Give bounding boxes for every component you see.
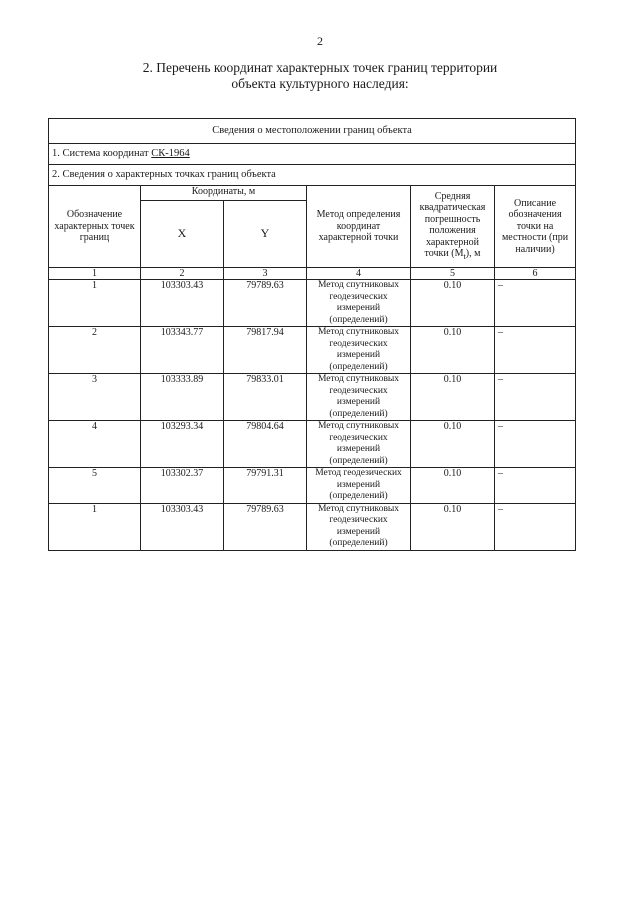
document-title-line-2: объекта культурного наследия: bbox=[231, 76, 409, 91]
x-coordinate: 103343.77 bbox=[141, 327, 224, 374]
coordinate-system-label: 1. Система координат bbox=[52, 148, 152, 160]
point-number: 2 bbox=[49, 327, 141, 374]
header-coordinates: Координаты, м bbox=[141, 186, 307, 201]
x-coordinate: 103303.43 bbox=[141, 503, 224, 550]
coordinate-system-value: СК-1964 bbox=[151, 148, 190, 160]
coordinates-table bbox=[48, 118, 576, 551]
table-row bbox=[49, 280, 576, 327]
method-cell: Метод спутниковых геодезических измерений (определений) bbox=[307, 503, 411, 550]
method-cell: Метод спутниковых геодезических измерений (определений) bbox=[307, 421, 411, 468]
description-cell: – bbox=[495, 503, 576, 550]
column-number: 5 bbox=[411, 268, 495, 280]
accuracy-cell: 0.10 bbox=[411, 468, 495, 504]
y-coordinate: 79804.64 bbox=[224, 421, 307, 468]
header-y: Y bbox=[224, 201, 307, 268]
table-row bbox=[49, 503, 576, 550]
y-coordinate: 79833.01 bbox=[224, 374, 307, 421]
header-designation: Обозначение характерных точек границ bbox=[49, 186, 141, 268]
document-title-line-1: 2. Перечень координат характерных точек границ территории bbox=[142, 60, 498, 75]
header-accuracy-main: Средняя квадратическая погрешность положения характерной точки (M bbox=[419, 190, 486, 259]
accuracy-cell: 0.10 bbox=[411, 421, 495, 468]
y-coordinate: 79817.94 bbox=[224, 327, 307, 374]
table-row bbox=[49, 327, 576, 374]
table-row bbox=[49, 374, 576, 421]
accuracy-cell: 0.10 bbox=[411, 503, 495, 550]
description-cell: – bbox=[495, 280, 576, 327]
column-number: 6 bbox=[495, 268, 576, 280]
table-row bbox=[49, 468, 576, 504]
accuracy-cell: 0.10 bbox=[411, 374, 495, 421]
description-cell: – bbox=[495, 327, 576, 374]
table-heading: Сведения о местоположении границ объекта bbox=[49, 119, 576, 144]
method-cell: Метод спутниковых геодезических измерений (определений) bbox=[307, 280, 411, 327]
x-coordinate: 103333.89 bbox=[141, 374, 224, 421]
description-cell: – bbox=[495, 421, 576, 468]
accuracy-cell: 0.10 bbox=[411, 280, 495, 327]
point-number: 5 bbox=[49, 468, 141, 504]
point-number: 1 bbox=[49, 280, 141, 327]
coordinate-system-row bbox=[49, 144, 576, 165]
description-cell: – bbox=[495, 374, 576, 421]
header-description: Описание обозначения точки на местности (при наличии) bbox=[495, 186, 576, 268]
method-cell: Метод спутниковых геодезических измерений (определений) bbox=[307, 327, 411, 374]
column-number: 1 bbox=[49, 268, 141, 280]
column-numbers-row bbox=[49, 268, 576, 280]
column-number: 4 bbox=[307, 268, 411, 280]
points-section-row: 2. Сведения о характерных точках границ объекта bbox=[49, 165, 576, 186]
document-title bbox=[60, 60, 580, 92]
y-coordinate: 79789.63 bbox=[224, 503, 307, 550]
column-number: 2 bbox=[141, 268, 224, 280]
point-number: 3 bbox=[49, 374, 141, 421]
header-method: Метод определения координат характерной точки bbox=[307, 186, 411, 268]
accuracy-cell: 0.10 bbox=[411, 327, 495, 374]
x-coordinate: 103293.34 bbox=[141, 421, 224, 468]
y-coordinate: 79791.31 bbox=[224, 468, 307, 504]
header-accuracy-subscript: t bbox=[463, 252, 466, 261]
header-accuracy-unit: ), м bbox=[465, 248, 481, 259]
point-number: 4 bbox=[49, 421, 141, 468]
header-accuracy bbox=[411, 186, 495, 268]
x-coordinate: 103303.43 bbox=[141, 280, 224, 327]
y-coordinate: 79789.63 bbox=[224, 280, 307, 327]
header-x: X bbox=[141, 201, 224, 268]
column-number: 3 bbox=[224, 268, 307, 280]
point-number: 1 bbox=[49, 503, 141, 550]
page-number: 2 bbox=[317, 34, 323, 48]
method-cell: Метод спутниковых геодезических измерений (определений) bbox=[307, 374, 411, 421]
description-cell: – bbox=[495, 468, 576, 504]
method-cell: Метод геодезических измерений (определений) bbox=[307, 468, 411, 504]
table-row bbox=[49, 421, 576, 468]
x-coordinate: 103302.37 bbox=[141, 468, 224, 504]
